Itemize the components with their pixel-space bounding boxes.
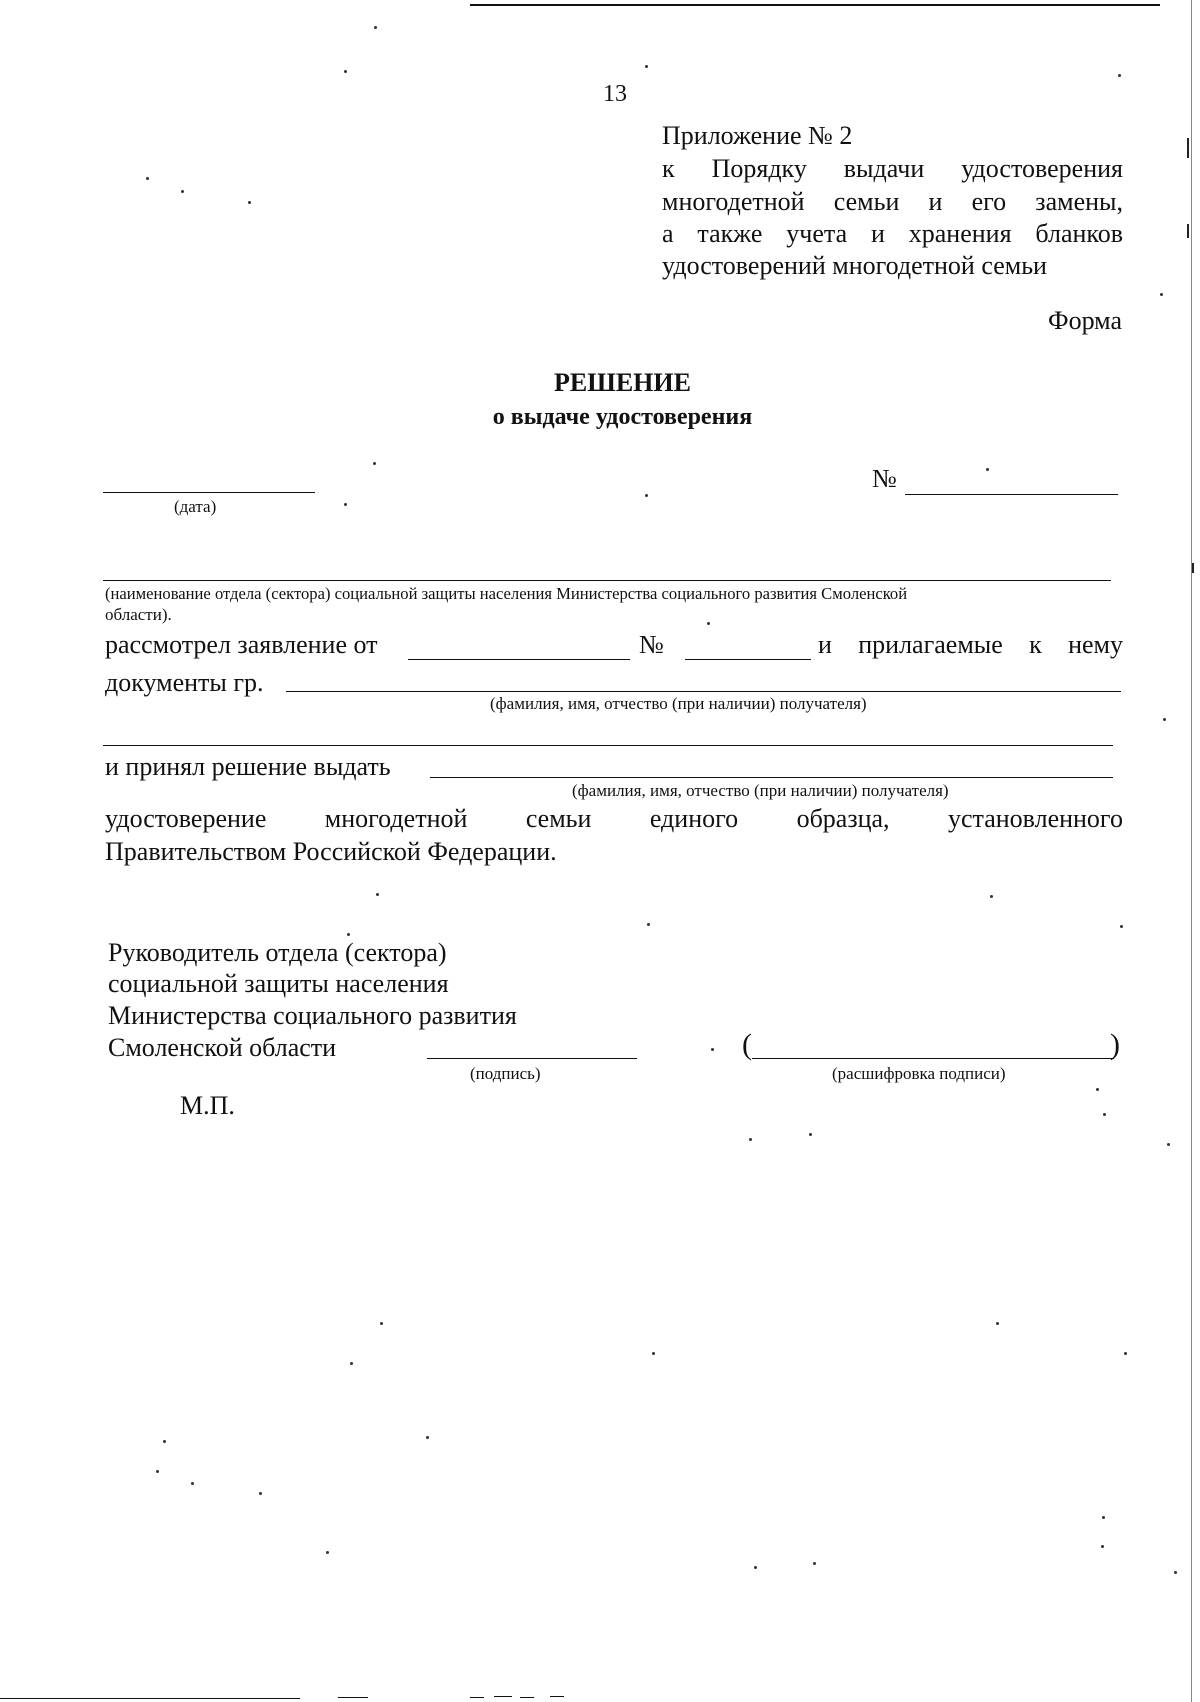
decision-recipient-line xyxy=(430,777,1113,778)
scan-speck xyxy=(1120,925,1123,928)
scan-speck xyxy=(259,1492,262,1495)
scan-speck xyxy=(990,895,993,898)
scan-speck xyxy=(996,1322,999,1325)
scan-speck xyxy=(711,1048,714,1051)
scan-speck xyxy=(376,893,379,896)
scan-speck xyxy=(1118,74,1121,77)
scan-edge-mark xyxy=(1191,0,1192,1702)
scan-speck xyxy=(248,201,251,204)
scan-edge-mark xyxy=(1187,138,1189,158)
scan-speck xyxy=(380,1322,383,1325)
body-word: единого xyxy=(649,804,739,833)
scan-edge-mark xyxy=(1192,563,1194,573)
scan-speck xyxy=(344,503,347,506)
application-number-sign: № xyxy=(639,630,664,659)
body-word: семьи xyxy=(525,804,592,833)
scan-speck xyxy=(163,1440,166,1443)
scan-speck xyxy=(156,1470,159,1473)
signatory-line-1: Руководитель отдела (сектора) xyxy=(108,938,447,967)
decoding-caption: (расшифровка подписи) xyxy=(832,1064,1006,1083)
body-line-2: Правительством Российской Федерации. xyxy=(105,837,557,866)
department-field-line xyxy=(103,580,1111,581)
scan-speck xyxy=(754,1566,757,1569)
scan-speck xyxy=(1174,1571,1177,1574)
number-sign: № xyxy=(872,464,897,493)
attached-text: и прилагаемые к нему xyxy=(818,630,1123,659)
scan-speck xyxy=(986,468,989,471)
number-field-line xyxy=(905,494,1118,495)
scan-speck xyxy=(1101,1545,1104,1548)
scan-speck xyxy=(347,933,350,936)
scan-bottom-mark xyxy=(338,1697,368,1698)
scan-bottom-mark xyxy=(470,1697,484,1698)
signature-line xyxy=(427,1058,637,1059)
body-word: многодетной xyxy=(324,804,468,833)
scan-speck xyxy=(326,1551,329,1554)
close-paren: ) xyxy=(1110,1028,1120,1061)
application-date-line xyxy=(408,659,630,660)
document-title: РЕШЕНИЕ xyxy=(554,368,691,397)
page-number: 13 xyxy=(603,81,627,107)
fio-caption-1: (фамилия, имя, отчество (при наличии) получателя) xyxy=(490,694,867,713)
recipient-name-line-2 xyxy=(103,745,1113,746)
open-paren: ( xyxy=(742,1028,752,1061)
scan-speck xyxy=(647,923,650,926)
top-edge-line xyxy=(470,4,1160,6)
appendix-title: Приложение № 2 xyxy=(662,121,853,150)
recipient-name-line-1 xyxy=(286,691,1121,692)
date-caption: (дата) xyxy=(174,497,217,516)
scan-speck xyxy=(645,494,648,497)
scan-speck xyxy=(1102,1516,1105,1519)
department-caption-line-1: (наименование отдела (сектора) социальной защиты населения Министерства социального развития Смоленской xyxy=(105,584,908,603)
body-word: удостоверение xyxy=(105,804,267,833)
scan-bottom-mark xyxy=(494,1696,512,1697)
scan-speck xyxy=(146,177,149,180)
decision-text: и принял решение выдать xyxy=(105,752,391,781)
scan-bottom-mark xyxy=(520,1697,534,1698)
signatory-line-2: социальной защиты населения xyxy=(108,969,449,998)
scan-speck xyxy=(350,1362,353,1365)
department-caption-line-2: области). xyxy=(105,605,172,624)
signature-decoding-line xyxy=(752,1058,1114,1059)
fio-caption-2: (фамилия, имя, отчество (при наличии) получателя) xyxy=(572,781,949,800)
appendix-line-3: а также учета и хранения бланков xyxy=(662,219,1123,248)
body-word: установленного xyxy=(947,804,1123,833)
scan-speck xyxy=(645,65,648,68)
appendix-line-1: к Порядку выдачи удостоверения xyxy=(662,154,1123,183)
form-label: Форма xyxy=(1048,306,1122,335)
date-field-line xyxy=(103,492,315,493)
scan-speck xyxy=(813,1562,816,1565)
reviewed-text: рассмотрел заявление от xyxy=(105,630,378,659)
scan-speck xyxy=(426,1436,429,1439)
body-line-1 xyxy=(105,803,1123,835)
scan-speck xyxy=(1163,718,1166,721)
scan-speck xyxy=(809,1133,812,1136)
appendix-line-2: многодетной семьи и его замены, xyxy=(662,187,1123,216)
scan-bottom-mark xyxy=(550,1696,564,1697)
stamp-place: М.П. xyxy=(180,1091,235,1120)
documents-text: документы гр. xyxy=(105,668,264,697)
scan-speck xyxy=(1160,293,1163,296)
scan-speck xyxy=(374,26,377,29)
body-word: образца, xyxy=(796,804,890,833)
scan-speck xyxy=(1167,1143,1170,1146)
scan-speck xyxy=(749,1138,752,1141)
scan-bottom-mark xyxy=(0,1698,300,1699)
signatory-line-3: Министерства социального развития xyxy=(108,1001,517,1030)
appendix-line-4: удостоверений многодетной семьи xyxy=(662,251,1047,280)
scan-edge-mark xyxy=(1187,224,1189,238)
application-number-line xyxy=(685,659,811,660)
scan-speck xyxy=(181,190,184,193)
scan-speck xyxy=(707,622,710,625)
scan-speck xyxy=(344,70,347,73)
signature-caption: (подпись) xyxy=(470,1064,541,1083)
signatory-line-4: Смоленской области xyxy=(108,1033,337,1062)
scan-speck xyxy=(191,1482,194,1485)
document-subtitle: о выдаче удостоверения xyxy=(492,404,753,430)
scan-speck xyxy=(1124,1352,1127,1355)
scan-speck xyxy=(1096,1088,1099,1091)
scan-speck xyxy=(1103,1113,1106,1116)
scan-speck xyxy=(652,1352,655,1355)
scan-speck xyxy=(373,462,376,465)
